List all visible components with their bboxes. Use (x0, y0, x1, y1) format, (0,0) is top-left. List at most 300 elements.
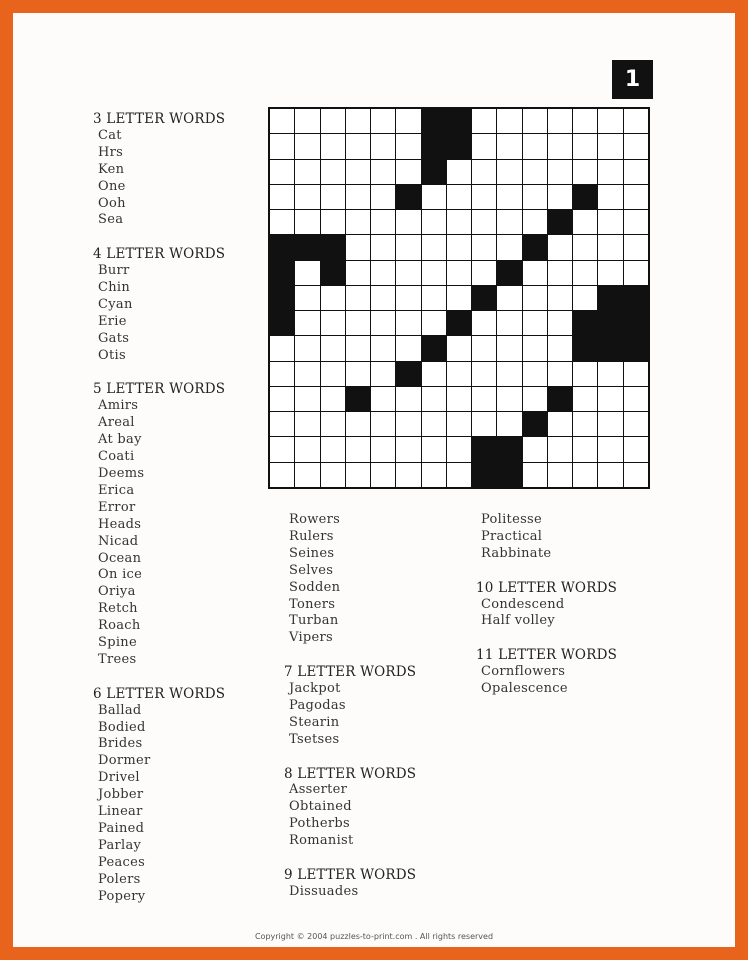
grid-cell[interactable] (598, 134, 622, 158)
grid-cell[interactable] (295, 362, 319, 386)
word-list-item: Stearin (289, 714, 340, 730)
word-list-item: Chin (98, 280, 131, 296)
word-list-item: Seines (289, 545, 335, 561)
grid-cell-black (523, 412, 547, 436)
grid-cell[interactable] (447, 210, 471, 234)
grid-cell[interactable] (472, 185, 496, 209)
grid-cell-black (624, 311, 648, 335)
grid-cell[interactable] (598, 463, 622, 487)
grid-cell[interactable] (270, 463, 294, 487)
grid-cell[interactable] (624, 437, 648, 461)
word-list-item: Practical (481, 528, 543, 544)
grid-cell[interactable] (321, 109, 345, 133)
grid-cell[interactable] (346, 412, 370, 436)
grid-cell-black (396, 185, 420, 209)
grid-cell[interactable] (548, 437, 572, 461)
grid-cell[interactable] (523, 160, 547, 184)
word-list-item: Rowers (289, 512, 341, 527)
grid-cell[interactable] (548, 412, 572, 436)
grid-cell[interactable] (270, 412, 294, 436)
grid-cell[interactable] (422, 412, 446, 436)
grid-cell-black (472, 437, 496, 461)
grid-cell[interactable] (321, 210, 345, 234)
grid-cell[interactable] (422, 463, 446, 487)
grid-cell[interactable] (346, 311, 370, 335)
word-list-item: Polers (98, 871, 141, 887)
grid-cell-black (497, 437, 521, 461)
section-gap (284, 749, 416, 766)
grid-cell-black (548, 210, 572, 234)
grid-cell[interactable] (624, 387, 648, 411)
grid-cell[interactable] (346, 109, 370, 133)
grid-cell-black (422, 109, 446, 133)
word-list-item: Roach (98, 618, 141, 634)
grid-cell[interactable] (321, 463, 345, 487)
grid-cell[interactable] (523, 286, 547, 310)
grid-cell[interactable] (447, 261, 471, 285)
grid-cell[interactable] (573, 109, 597, 133)
word-list-item: Jobber (98, 787, 144, 803)
word-list-item: At bay (98, 432, 142, 448)
grid-cell[interactable] (523, 311, 547, 335)
grid-cell[interactable] (548, 134, 572, 158)
grid-cell[interactable] (270, 134, 294, 158)
grid-cell[interactable] (447, 437, 471, 461)
word-list-item: Burr (98, 263, 130, 279)
grid-cell[interactable] (396, 336, 420, 360)
word-list-item: Potherbs (289, 816, 350, 832)
grid-cell[interactable] (270, 109, 294, 133)
grid-cell[interactable] (396, 387, 420, 411)
grid-cell[interactable] (472, 336, 496, 360)
section-gap (93, 229, 225, 246)
grid-cell[interactable] (447, 362, 471, 386)
grid-cell[interactable] (295, 160, 319, 184)
grid-cell[interactable] (321, 160, 345, 184)
word-list-item: Rulers (289, 528, 334, 544)
grid-cell[interactable] (447, 235, 471, 259)
grid-cell[interactable] (497, 362, 521, 386)
grid-cell[interactable] (447, 463, 471, 487)
grid-cell[interactable] (523, 463, 547, 487)
grid-cell[interactable] (598, 387, 622, 411)
grid-cell[interactable] (371, 437, 395, 461)
grid-cell[interactable] (422, 261, 446, 285)
grid-cell[interactable] (573, 412, 597, 436)
grid-cell[interactable] (396, 437, 420, 461)
grid-cell[interactable] (295, 134, 319, 158)
grid-cell[interactable] (624, 463, 648, 487)
word-list-item: On ice (98, 567, 143, 583)
grid-cell[interactable] (295, 412, 319, 436)
grid-cell[interactable] (472, 311, 496, 335)
grid-cell[interactable] (270, 362, 294, 386)
grid-cell[interactable] (624, 160, 648, 184)
section-gap (93, 669, 225, 686)
word-list-item: Areal (98, 415, 135, 431)
grid-cell[interactable] (270, 437, 294, 461)
grid-cell[interactable] (573, 210, 597, 234)
grid-cell[interactable] (346, 463, 370, 487)
grid-cell[interactable] (523, 261, 547, 285)
grid-cell[interactable] (624, 134, 648, 158)
grid-cell[interactable] (447, 160, 471, 184)
grid-cell[interactable] (422, 185, 446, 209)
grid-cell[interactable] (396, 261, 420, 285)
grid-cell[interactable] (472, 134, 496, 158)
word-list-item: Cyan (98, 296, 133, 312)
grid-cell[interactable] (548, 261, 572, 285)
word-group-header: 11 LETTER WORDS (476, 647, 618, 664)
grid-cell[interactable] (321, 134, 345, 158)
grid-cell[interactable] (573, 134, 597, 158)
copyright-notice: Copyright © 2004 puzzles-to-print.com . All rights reserved (254, 932, 494, 941)
grid-cell[interactable] (598, 235, 622, 259)
grid-cell[interactable] (396, 160, 420, 184)
word-list-item: Trees (98, 651, 137, 667)
grid-cell[interactable] (472, 109, 496, 133)
word-list-item: Ocean (98, 550, 142, 566)
word-list-item: Oriya (98, 584, 136, 600)
grid-cell[interactable] (497, 286, 521, 310)
word-group-header: 9 LETTER WORDS (284, 866, 417, 883)
grid-cell[interactable] (321, 286, 345, 310)
grid-cell-black (422, 134, 446, 158)
grid-cell[interactable] (270, 336, 294, 360)
grid-cell[interactable] (472, 210, 496, 234)
grid-cell[interactable] (447, 286, 471, 310)
grid-cell-black (548, 387, 572, 411)
grid-cell[interactable] (371, 286, 395, 310)
grid-cell[interactable] (346, 286, 370, 310)
grid-cell[interactable] (371, 185, 395, 209)
grid-cell[interactable] (371, 261, 395, 285)
grid-cell-black (573, 311, 597, 335)
grid-cell[interactable] (548, 109, 572, 133)
grid-cell[interactable] (472, 412, 496, 436)
word-list-item: Ooh (98, 195, 126, 211)
grid-cell[interactable] (497, 412, 521, 436)
grid-cell[interactable] (371, 134, 395, 158)
grid-cell[interactable] (523, 387, 547, 411)
grid-cell[interactable] (371, 412, 395, 436)
grid-cell[interactable] (371, 109, 395, 133)
word-list-item: Ken (98, 161, 125, 177)
grid-cell[interactable] (573, 235, 597, 259)
grid-cell[interactable] (422, 437, 446, 461)
section-gap (284, 850, 416, 867)
grid-cell[interactable] (371, 210, 395, 234)
grid-cell[interactable] (321, 437, 345, 461)
grid-cell[interactable] (624, 109, 648, 133)
word-list-item: Rabbinate (481, 545, 552, 561)
grid-cell[interactable] (447, 412, 471, 436)
word-list-item: Popery (98, 888, 146, 904)
grid-cell[interactable] (548, 235, 572, 259)
grid-cell[interactable] (321, 362, 345, 386)
grid-cell-black (598, 311, 622, 335)
grid-cell[interactable] (598, 362, 622, 386)
grid-cell[interactable] (270, 210, 294, 234)
grid-cell[interactable] (321, 311, 345, 335)
grid-cell-black (598, 286, 622, 310)
grid-cell[interactable] (573, 160, 597, 184)
grid-cell[interactable] (321, 185, 345, 209)
grid-cell[interactable] (548, 286, 572, 310)
grid-cell[interactable] (371, 336, 395, 360)
grid-cell[interactable] (573, 437, 597, 461)
grid-cell[interactable] (295, 311, 319, 335)
grid-cell-black (321, 235, 345, 259)
grid-cell[interactable] (523, 336, 547, 360)
grid-cell[interactable] (598, 412, 622, 436)
word-list-item: Romanist (289, 833, 354, 849)
grid-cell[interactable] (548, 362, 572, 386)
grid-cell[interactable] (295, 336, 319, 360)
grid-cell[interactable] (548, 336, 572, 360)
word-list-item: Hrs (98, 144, 124, 160)
grid-cell-black (624, 286, 648, 310)
grid-cell[interactable] (472, 261, 496, 285)
grid-cell[interactable] (447, 185, 471, 209)
grid-cell-black (422, 336, 446, 360)
grid-cell-black (497, 463, 521, 487)
grid-cell[interactable] (270, 185, 294, 209)
grid-cell-black (598, 336, 622, 360)
grid-cell[interactable] (497, 109, 521, 133)
word-list-item: Politesse (481, 512, 543, 527)
word-list-item: Sodden (289, 579, 341, 595)
grid-cell[interactable] (295, 109, 319, 133)
word-group-header: 3 LETTER WORDS (93, 111, 226, 127)
grid-cell[interactable] (497, 387, 521, 411)
word-list-item: Drivel (98, 770, 140, 786)
grid-cell[interactable] (346, 437, 370, 461)
grid-cell[interactable] (497, 336, 521, 360)
grid-cell[interactable] (422, 286, 446, 310)
grid-cell[interactable] (295, 437, 319, 461)
section-gap (284, 647, 416, 664)
word-list-item: Gats (98, 330, 130, 346)
grid-cell[interactable] (396, 210, 420, 234)
word-list-column-2 (284, 512, 416, 901)
grid-cell[interactable] (624, 210, 648, 234)
grid-cell-black (573, 185, 597, 209)
grid-cell[interactable] (624, 185, 648, 209)
grid-cell[interactable] (523, 134, 547, 158)
grid-cell[interactable] (447, 336, 471, 360)
grid-cell[interactable] (371, 235, 395, 259)
word-list-column-1 (93, 111, 225, 906)
word-list-item: Nicad (98, 533, 139, 549)
grid-cell-black (270, 286, 294, 310)
word-list-item: Pagodas (289, 697, 346, 713)
grid-cell[interactable] (497, 210, 521, 234)
grid-cell[interactable] (346, 134, 370, 158)
grid-cell[interactable] (396, 286, 420, 310)
section-gap (93, 365, 225, 382)
word-list-item: Dissuades (289, 883, 359, 899)
grid-cell[interactable] (598, 210, 622, 234)
word-list-column-3 (476, 512, 617, 698)
grid-cell[interactable] (396, 235, 420, 259)
grid-cell[interactable] (396, 311, 420, 335)
word-list-item: One (98, 178, 126, 194)
grid-cell[interactable] (523, 210, 547, 234)
word-list-item: Sea (98, 212, 124, 228)
grid-cell[interactable] (598, 109, 622, 133)
grid-cell[interactable] (573, 261, 597, 285)
word-list-item: Opalescence (481, 681, 568, 697)
puzzle-number-badge (612, 60, 653, 99)
grid-cell[interactable] (371, 463, 395, 487)
grid-cell[interactable] (472, 362, 496, 386)
word-list-item: Brides (98, 736, 143, 752)
word-group-header: 6 LETTER WORDS (93, 685, 226, 702)
grid-cell[interactable] (497, 235, 521, 259)
grid-cell-black (447, 134, 471, 158)
word-list-item: Spine (98, 635, 137, 651)
grid-cell[interactable] (396, 134, 420, 158)
grid-cell[interactable] (624, 412, 648, 436)
grid-cell[interactable] (346, 160, 370, 184)
grid-cell[interactable] (523, 437, 547, 461)
word-list-item: Coati (98, 449, 135, 465)
grid-cell[interactable] (624, 235, 648, 259)
grid-cell[interactable] (295, 286, 319, 310)
grid-cell[interactable] (396, 109, 420, 133)
grid-cell[interactable] (371, 387, 395, 411)
grid-cell[interactable] (422, 311, 446, 335)
grid-cell[interactable] (447, 387, 471, 411)
word-list-item: Erica (98, 482, 135, 498)
grid-cell[interactable] (624, 261, 648, 285)
grid-cell-black (447, 109, 471, 133)
grid-cell[interactable] (270, 387, 294, 411)
grid-cell[interactable] (321, 387, 345, 411)
grid-cell[interactable] (295, 261, 319, 285)
grid-cell-black (523, 235, 547, 259)
word-list-item: Jackpot (289, 681, 341, 697)
grid-cell[interactable] (598, 185, 622, 209)
word-list-item: Asserter (289, 782, 348, 798)
word-group-header: 7 LETTER WORDS (284, 664, 417, 681)
grid-cell[interactable] (548, 463, 572, 487)
word-list-item: Condescend (481, 596, 565, 612)
grid-cell[interactable] (573, 362, 597, 386)
word-list-item: Error (98, 499, 136, 515)
grid-cell-black (270, 311, 294, 335)
grid-cell[interactable] (497, 311, 521, 335)
grid-cell[interactable] (346, 336, 370, 360)
word-list-item: Heads (98, 516, 142, 532)
grid-cell[interactable] (598, 160, 622, 184)
grid-cell[interactable] (396, 463, 420, 487)
word-list-item: Dormer (98, 753, 151, 769)
grid-cell-black (472, 463, 496, 487)
grid-cell[interactable] (573, 463, 597, 487)
word-list-item: Parlay (98, 837, 142, 853)
word-group-header: 4 LETTER WORDS (93, 246, 226, 263)
grid-cell[interactable] (497, 134, 521, 158)
grid-cell[interactable] (346, 185, 370, 209)
word-list-item: Pained (98, 821, 145, 837)
word-list-item: Toners (289, 596, 336, 612)
grid-cell[interactable] (321, 336, 345, 360)
grid-cell[interactable] (497, 160, 521, 184)
word-group-header: 5 LETTER WORDS (93, 381, 226, 398)
grid-cell[interactable] (422, 210, 446, 234)
grid-cell[interactable] (624, 362, 648, 386)
grid-cell[interactable] (321, 412, 345, 436)
grid-cell[interactable] (295, 463, 319, 487)
grid-cell[interactable] (523, 185, 547, 209)
grid-cell-black (624, 336, 648, 360)
grid-cell[interactable] (573, 286, 597, 310)
grid-cell[interactable] (371, 311, 395, 335)
grid-cell-black (447, 311, 471, 335)
word-list-item: Erie (98, 313, 127, 329)
grid-cell[interactable] (548, 185, 572, 209)
word-list-item: Half volley (481, 613, 556, 629)
grid-cell[interactable] (523, 109, 547, 133)
crossword-grid (268, 107, 650, 489)
word-list-item: Linear (98, 804, 143, 820)
word-list-item: Bodied (98, 719, 146, 735)
grid-cell[interactable] (346, 261, 370, 285)
grid-cell-black (321, 261, 345, 285)
grid-cell[interactable] (472, 235, 496, 259)
grid-cell[interactable] (346, 362, 370, 386)
word-list-item: Tsetses (289, 731, 340, 747)
section-gap (476, 563, 617, 580)
grid-cell[interactable] (346, 210, 370, 234)
word-list-item: Vipers (289, 630, 334, 646)
grid-cell[interactable] (548, 311, 572, 335)
section-gap (476, 630, 617, 647)
grid-cell[interactable] (472, 387, 496, 411)
word-group-header: 8 LETTER WORDS (284, 765, 417, 782)
word-list-item: Amirs (98, 398, 139, 414)
grid-cell[interactable] (472, 160, 496, 184)
grid-cell[interactable] (295, 185, 319, 209)
word-list-item: Deems (98, 466, 145, 481)
grid-cell[interactable] (396, 412, 420, 436)
word-list-item: Ballad (98, 702, 142, 718)
grid-cell[interactable] (346, 235, 370, 259)
grid-cell[interactable] (497, 185, 521, 209)
grid-cell[interactable] (422, 387, 446, 411)
grid-cell[interactable] (371, 160, 395, 184)
grid-cell[interactable] (270, 160, 294, 184)
grid-cell[interactable] (295, 210, 319, 234)
grid-cell-black (396, 362, 420, 386)
grid-cell[interactable] (422, 235, 446, 259)
grid-cell[interactable] (371, 362, 395, 386)
word-list-item: Retch (98, 601, 138, 617)
grid-cell[interactable] (573, 387, 597, 411)
grid-cell[interactable] (598, 261, 622, 285)
grid-cell[interactable] (548, 160, 572, 184)
grid-cell-black (346, 387, 370, 411)
grid-cell[interactable] (598, 437, 622, 461)
grid-cell[interactable] (295, 387, 319, 411)
word-list-item: Peaces (98, 854, 146, 870)
grid-cell[interactable] (422, 362, 446, 386)
grid-cell[interactable] (523, 362, 547, 386)
grid-cell-black (270, 261, 294, 285)
word-list-item: Selves (289, 562, 334, 578)
